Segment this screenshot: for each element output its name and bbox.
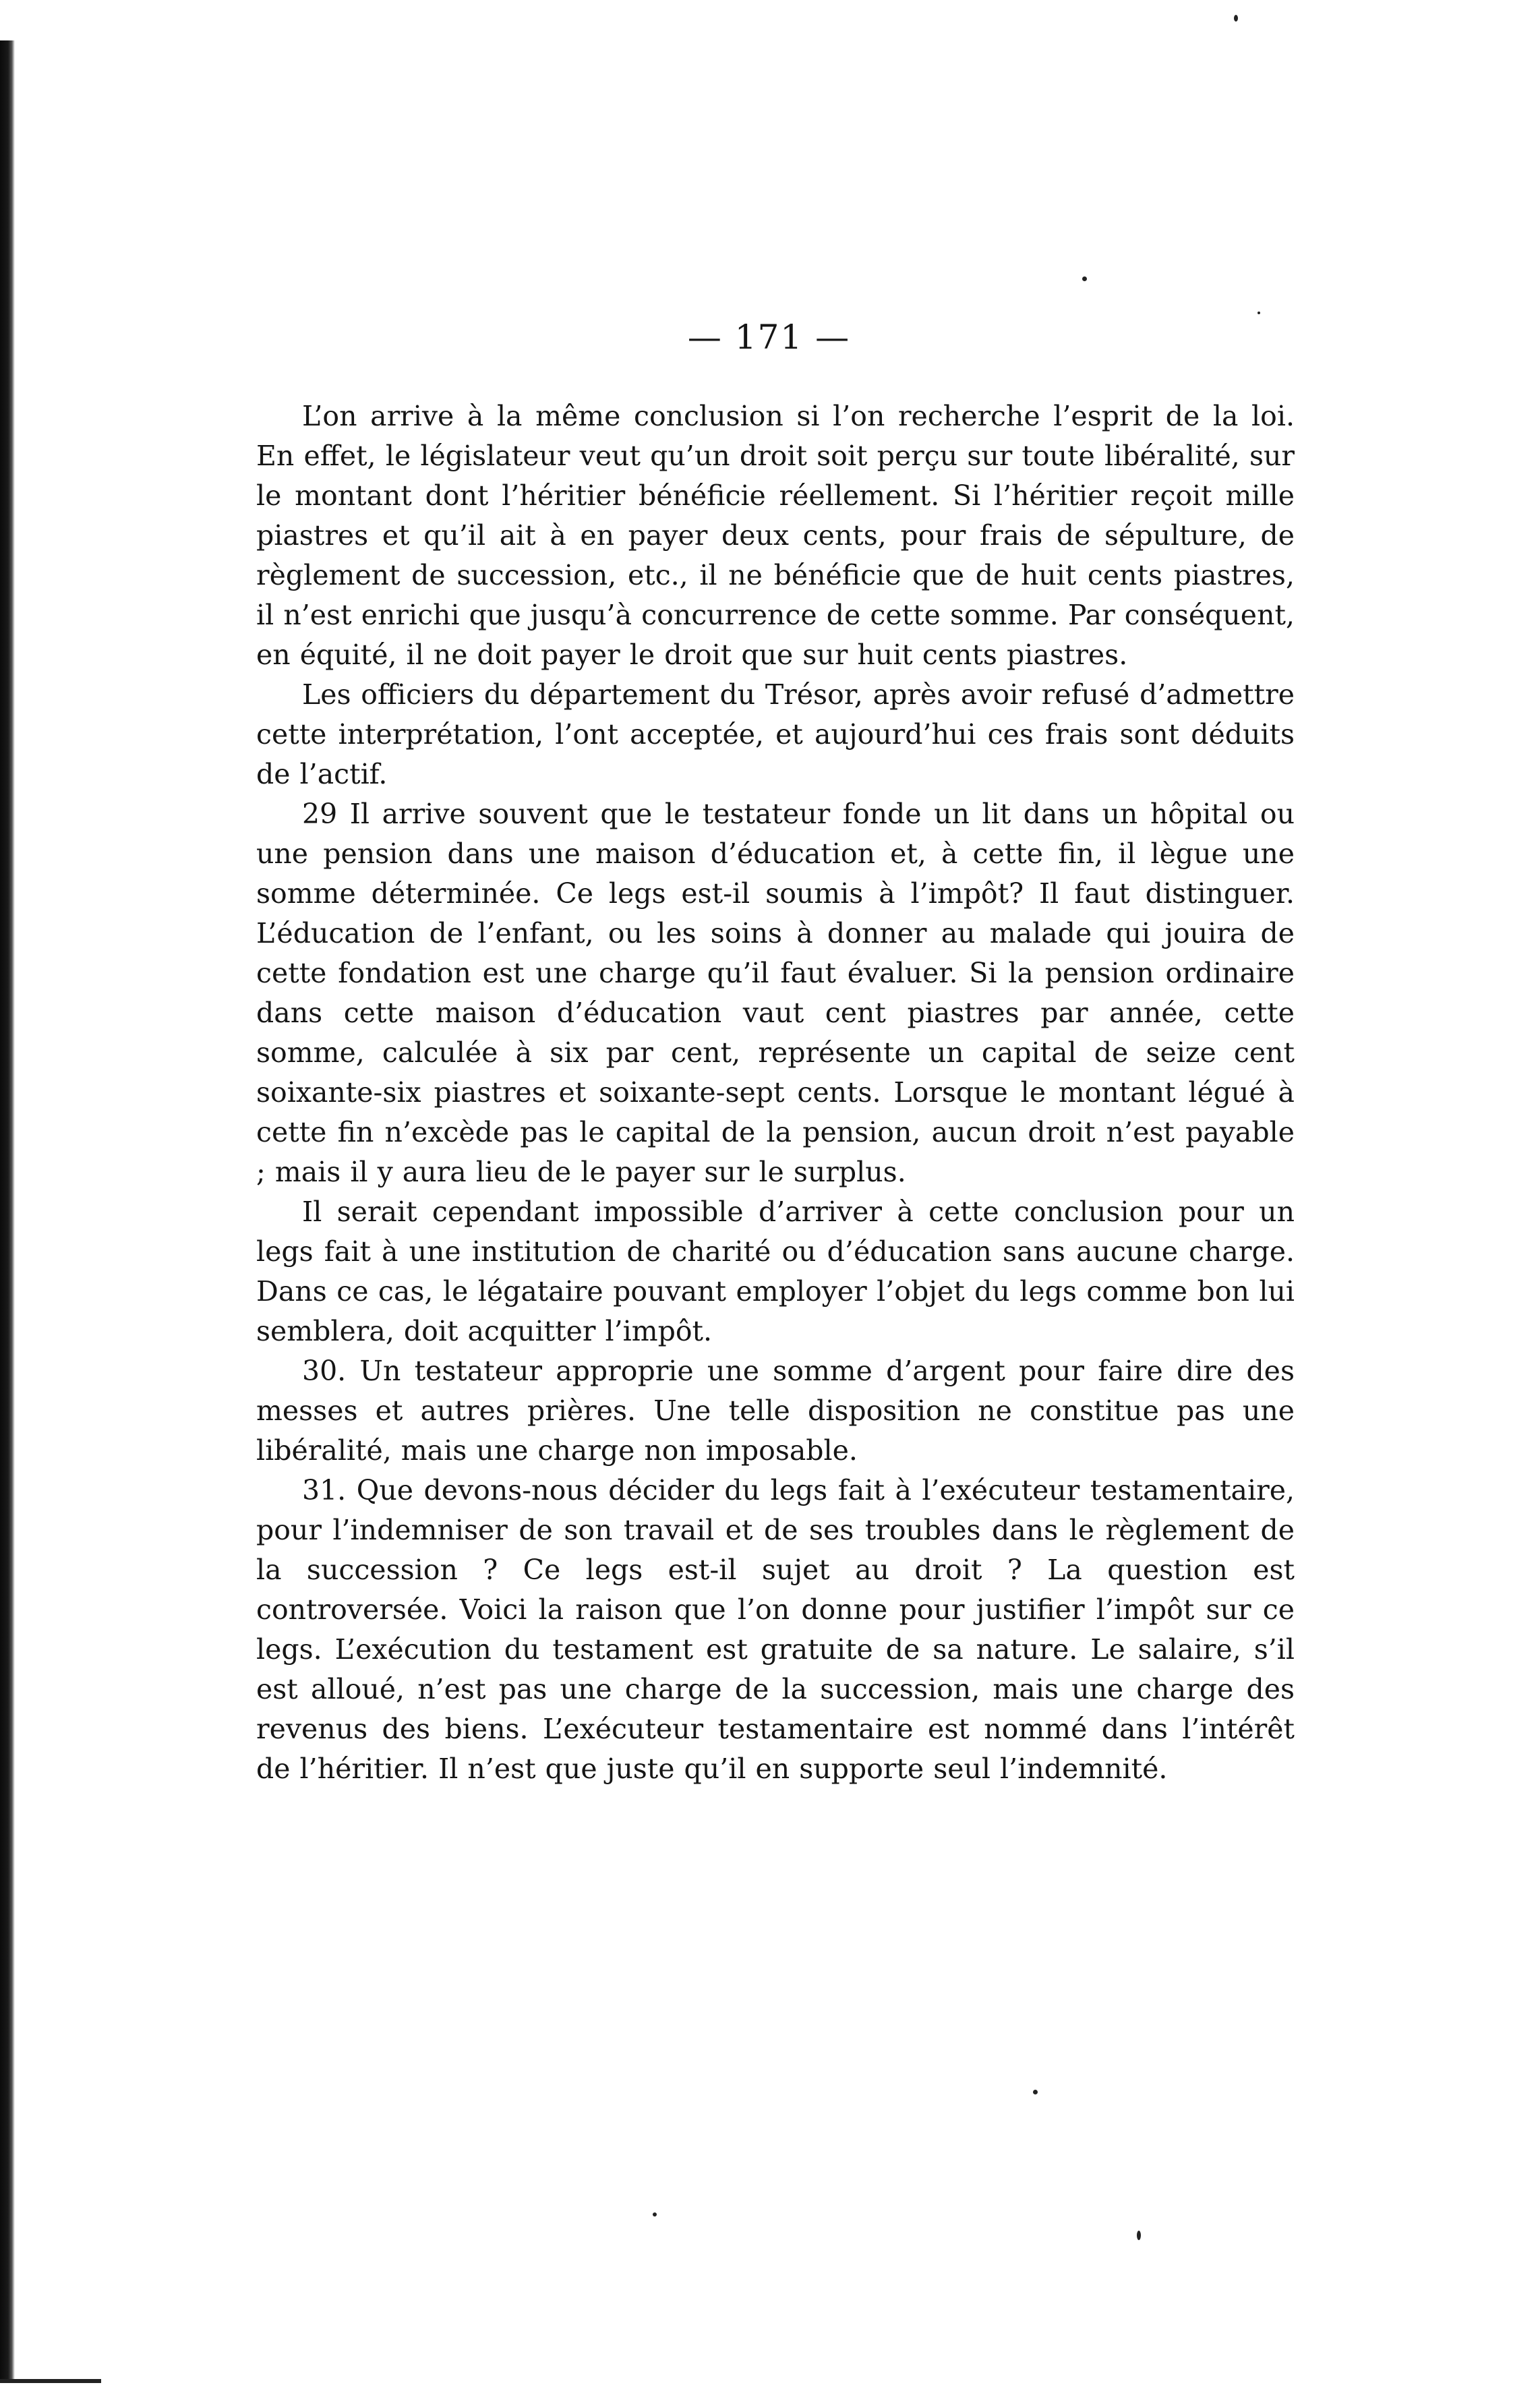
paragraph: 30. Un testateur approprie une somme d’argent pour faire dire des messes et autres prières. Une telle disposition ne constitue pas une libéralité, mais une charge non imposable. <box>256 1355 1295 1467</box>
page-number: — 171 — <box>687 318 851 357</box>
paragraph: Il serait cependant impossible d’arriver à cette conclusion pour un legs fait à une institution de charité ou d’éducation sans aucune charge. Dans ce cas, le légataire pouvant employer l’objet du legs comme bon lui semblera, doit acquitter l’impôt. <box>256 1196 1295 1347</box>
binding-edge-foot <box>0 2379 101 2383</box>
scan-speck <box>1137 2231 1141 2240</box>
scan-speck <box>1234 15 1238 22</box>
body-text <box>256 397 1295 1789</box>
paragraph: 29 Il arrive souvent que le testateur fonde un lit dans un hôpital ou une pension dans une maison d’éducation et, à cette fin, il lègue une somme déterminée. Ce legs est-il soumis à l’impôt? Il faut distinguer. L’éducation de l’enfant, ou les soins à donner au malade qui jouira de cette fondation est une charge qu’il faut évaluer. Si la pension ordinaire dans cette maison d’éducation vaut cent piastres par année, cette somme, calculée à six par cent, représente un capital de seize cent soixante-six piastres et soixante-sept cents. Lorsque le montant légué à cette fin n’excède pas le capital de la pension, aucun droit n’est payable ; mais il y aura lieu de le payer sur le surplus. <box>256 798 1295 1188</box>
paragraph: Les officiers du département du Trésor, après avoir refusé d’admettre cette interprétation, l’ont acceptée, et aujourd’hui ces frais sont déduits de l’actif. <box>256 678 1295 790</box>
scan-speck <box>1258 312 1260 314</box>
binding-edge <box>0 40 15 2380</box>
scan-speck <box>1082 276 1087 281</box>
scan-speck <box>653 2212 657 2216</box>
scan-speck <box>1033 2090 1038 2094</box>
paragraph: L’on arrive à la même conclusion si l’on recherche l’esprit de la loi. En effet, le législateur veut qu’un droit soit perçu sur toute libéralité, sur le montant dont l’héritier bénéficie réellement. Si l’héritier reçoit mille piastres et qu’il ait à en payer deux cents, pour frais de sépulture, de règlement de succession, etc., il ne bénéficie que de huit cents piastres, il n’est enrichi que jusqu’à concurrence de cette somme. Par conséquent, en équité, il ne doit payer le droit que sur huit cents piastres. <box>256 400 1295 671</box>
paragraph: 31. Que devons-nous décider du legs fait à l’exécuteur testamentaire, pour l’indemniser de son travail et de ses troubles dans le règlement de la succession ? Ce legs est-il sujet au droit ? La question est controversée. Voici la raison que l’on donne pour justifier l’impôt sur ce legs. L’exécution du testament est gratuite de sa nature. Le salaire, s’il est alloué, n’est pas une charge de la succession, mais une charge des revenus des biens. L’exécuteur testamentaire est nommé dans l’intérêt de l’héritier. Il n’est que juste qu’il en supporte seul l’indemnité. <box>256 1474 1295 1785</box>
